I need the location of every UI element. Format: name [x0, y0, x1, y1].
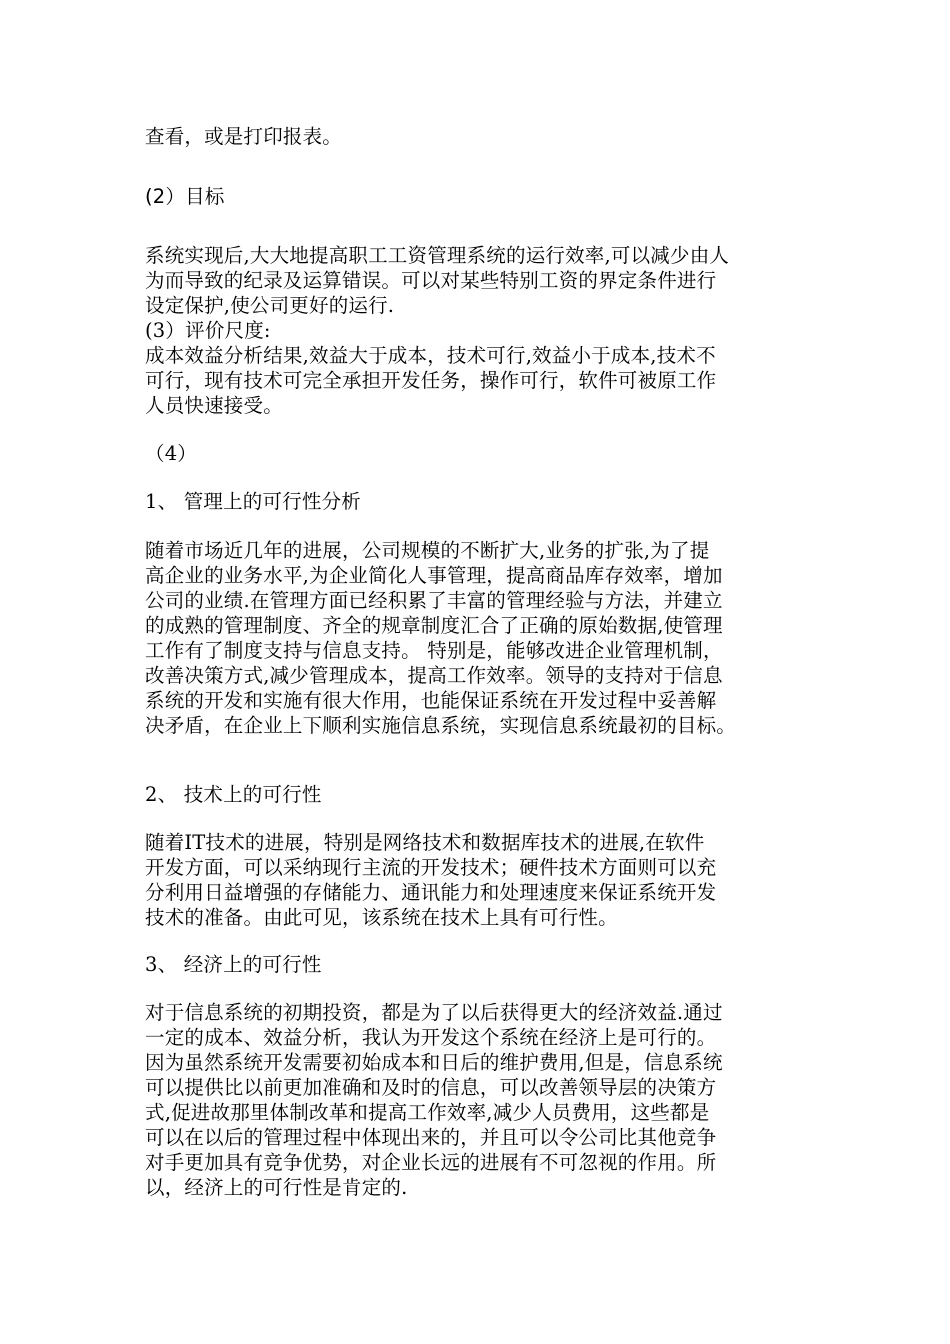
criteria-heading — [145, 318, 815, 343]
economic-paragraph — [145, 1000, 815, 1200]
criteria-line: 人员快速接受。 — [145, 394, 283, 417]
intro-tail-text: 查看，或是打印报表。 — [145, 125, 343, 148]
economic-line: 对于信息系统的初期投资，都是为了以后获得更大的经济效益.通过 — [145, 1001, 723, 1024]
management-heading — [145, 489, 815, 514]
technical-line: 随着IT技术的进展，特别是网络技术和数据库技术的进展,在软件 — [145, 831, 705, 854]
economic-line: 式,促进故那里体制改革和提高工作效率,减少人员费用，这些都是 — [145, 1101, 710, 1124]
economic-line: 对手更加具有竞争优势，对企业长远的进展有不可忽视的作用。所 — [145, 1151, 717, 1174]
management-line: 的成熟的管理制度、齐全的规章制度汇合了正确的原始数据,使管理 — [145, 614, 723, 637]
goal-line: 设定保护,使公司更好的运行. — [145, 294, 395, 317]
economic-heading-text: 3、 经济上的可行性 — [145, 953, 322, 976]
technical-line: 开发方面，可以采纳现行主流的开发技术；硬件技术方面则可以充 — [145, 856, 717, 879]
economic-line: 因为虽然系统开发需要初始成本和日后的维护费用,但是，信息系统 — [145, 1051, 723, 1074]
goal-line: 系统实现后,大大地提高职工工资管理系统的运行效率,可以减少由人 — [145, 244, 730, 267]
technical-line: 技术的准备。由此可见，该系统在技术上具有可行性。 — [145, 906, 618, 929]
section4-heading — [145, 441, 815, 466]
management-line: 公司的业绩.在管理方面已经积累了丰富的管理经验与方法，并建立 — [145, 589, 723, 612]
goal-paragraph — [145, 243, 815, 318]
criteria-line: 可行，现有技术可完全承担开发任务，操作可行，软件可被原工作 — [145, 369, 717, 392]
intro-tail-paragraph — [145, 124, 815, 149]
technical-paragraph — [145, 830, 815, 930]
economic-line: 以，经济上的可行性是肯定的. — [145, 1176, 408, 1199]
economic-heading — [145, 952, 815, 977]
section4-heading-text: （4） — [145, 442, 198, 465]
management-line: 改善决策方式,减少管理成本，提高工作效率。领导的支持对于信息 — [145, 664, 723, 687]
criteria-paragraph — [145, 343, 815, 418]
management-line: 随着市场近几年的进展，公司规模的不断扩大,业务的扩张,为了提 — [145, 539, 710, 562]
technical-heading — [145, 782, 815, 807]
economic-line: 一定的成本、效益分析，我认为开发这个系统在经济上是可行的。 — [145, 1026, 717, 1049]
management-paragraph — [145, 538, 815, 738]
management-line: 工作有了制度支持与信息支持。 特别是，能够改进企业管理机制， — [145, 639, 723, 662]
goal-heading-text: (2）目标 — [145, 185, 225, 208]
technical-heading-text: 2、 技术上的可行性 — [145, 783, 322, 806]
technical-line: 分利用日益增强的存储能力、通讯能力和处理速度来保证系统开发 — [145, 881, 717, 904]
management-line: 高企业的业务水平,为企业简化人事管理，提高商品库存效率，增加 — [145, 564, 723, 587]
management-line: 决矛盾，在企业上下顺利实施信息系统，实现信息系统最初的目标。 — [145, 714, 737, 737]
management-line: 系统的开发和实施有很大作用，也能保证系统在开发过程中妥善解 — [145, 689, 717, 712]
goal-heading — [145, 184, 815, 209]
goal-line: 为而导致的纪录及运算错误。可以对某些特别工资的界定条件进行 — [145, 269, 717, 292]
economic-line: 可以在以后的管理过程中体现出来的，并且可以令公司比其他竞争 — [145, 1126, 717, 1149]
management-heading-text: 1、 管理上的可行性分析 — [145, 490, 362, 513]
economic-line: 可以提供比以前更加准确和及时的信息，可以改善领导层的决策方 — [145, 1076, 717, 1099]
criteria-line: 成本效益分析结果,效益大于成本，技术可行,效益小于成本,技术不 — [145, 344, 716, 367]
criteria-heading-text: (3）评价尺度: — [145, 319, 271, 342]
